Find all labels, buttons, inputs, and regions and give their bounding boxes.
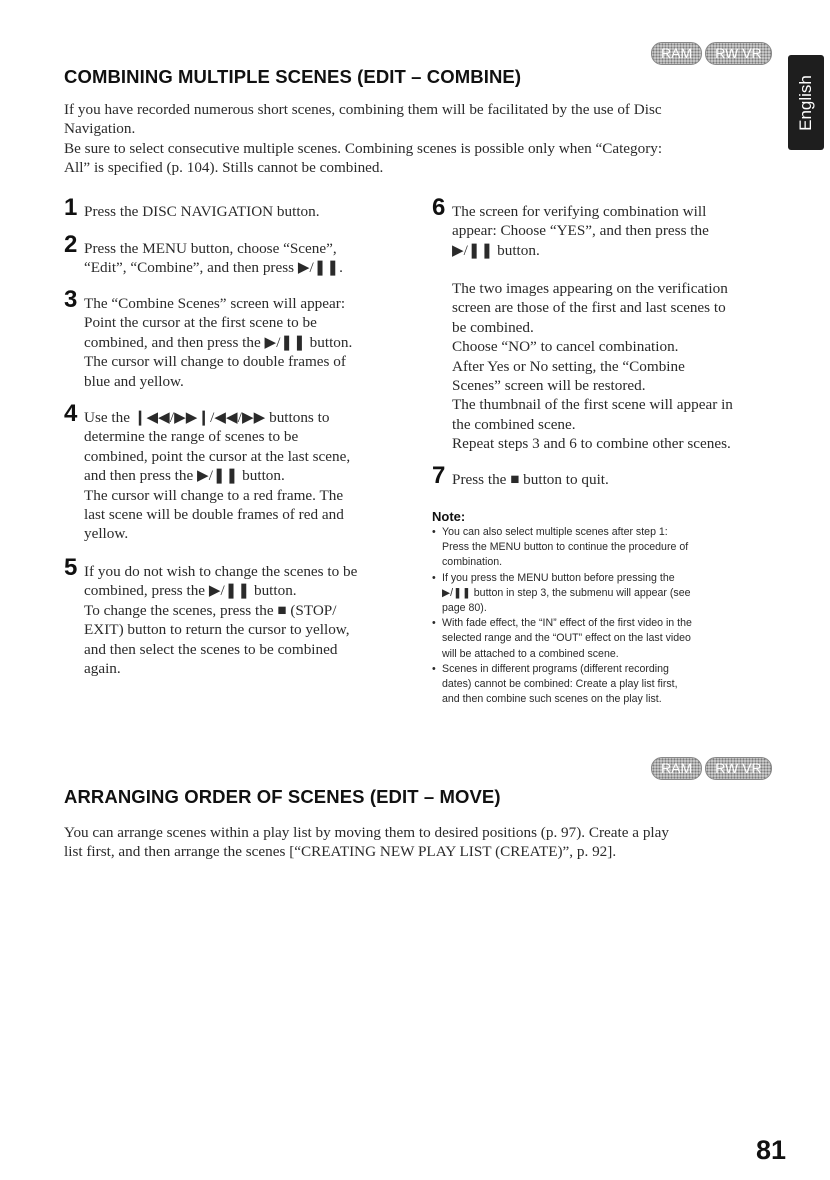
intro-line: You can arrange scenes within a play list by moving them to desired positions (p. 97). Create a play xyxy=(64,824,669,841)
step-number: 7 xyxy=(432,462,446,489)
step-line: The screen for verifying combination will xyxy=(452,203,707,220)
note-item xyxy=(432,525,792,571)
step-line: combined, press the ▶/❚❚ button. xyxy=(84,582,297,600)
step-line: After Yes or No setting, the “Combine xyxy=(452,357,685,375)
step-line: “Edit”, “Combine”, and then press ▶/❚❚. xyxy=(84,259,343,277)
intro-line: All” is specified (p. 104). Stills cannot be combined. xyxy=(64,159,384,177)
note-item xyxy=(432,662,792,708)
step-line: EXIT) button to return the cursor to yellow, xyxy=(84,621,350,639)
step-text xyxy=(84,202,320,221)
step-line: combined, point the cursor at the last scene, xyxy=(84,447,351,465)
intro-line: Be sure to select consecutive multiple scenes. Combining scenes is possible only when “Category: xyxy=(64,139,663,157)
note-item xyxy=(432,616,792,662)
step-line: Point the cursor at the first scene to be xyxy=(84,314,317,332)
note-line: • If you press the MENU button before pressing the xyxy=(442,571,675,584)
step-text xyxy=(84,562,357,678)
page-number: 81 xyxy=(756,1135,787,1165)
step-text xyxy=(452,202,709,260)
step-line: Press the ■ button to quit. xyxy=(452,471,609,488)
badge-ram: RAM xyxy=(651,42,702,65)
note-line: Press the MENU button to continue the procedure of xyxy=(442,541,689,554)
step-line: last scene will be double frames of red and xyxy=(84,506,344,524)
note-line: selected range and the “OUT” effect on the last video xyxy=(442,632,691,645)
note-line: dates) cannot be combined: Create a play list first, xyxy=(442,678,678,691)
note-line: • You can also select multiple scenes after step 1: xyxy=(442,526,668,538)
language-tab-label: English xyxy=(796,74,815,131)
step-line: and then select the scenes to be combined xyxy=(84,640,338,658)
step-line: yellow. xyxy=(84,525,129,543)
step-text xyxy=(84,294,352,391)
disc-type-badges-2 xyxy=(651,757,772,780)
note-item xyxy=(432,571,792,617)
step-number: 4 xyxy=(64,400,78,427)
step-number: 2 xyxy=(64,231,78,258)
step-line: Repeat steps 3 and 6 to combine other scenes. xyxy=(452,435,731,453)
section-intro-combine xyxy=(64,100,774,178)
step-number: 1 xyxy=(64,194,78,221)
note-line: • Scenes in different programs (different recording xyxy=(442,662,669,675)
note-line: combination. xyxy=(442,556,503,569)
language-tab xyxy=(788,55,824,150)
badge-rw-vr: RW VR xyxy=(705,42,771,65)
step-line: The thumbnail of the first scene will appear in xyxy=(452,396,733,414)
step-line: Choose “NO” to cancel combination. xyxy=(452,338,679,356)
section-title-combine: COMBINING MULTIPLE SCENES (EDIT – COMBINE) xyxy=(64,66,522,87)
step-line: screen are those of the first and last scenes to xyxy=(452,299,726,317)
step-6-details xyxy=(452,279,797,454)
note-line: will be attached to a combined scene. xyxy=(442,647,619,660)
step-text xyxy=(452,470,609,489)
section-title-move: ARRANGING ORDER OF SCENES (EDIT – MOVE) xyxy=(64,786,501,807)
step-line: determine the range of scenes to be xyxy=(84,428,299,446)
step-text xyxy=(84,408,350,544)
step-line: blue and yellow. xyxy=(84,372,184,390)
step-line: Press the DISC NAVIGATION button. xyxy=(84,203,320,220)
disc-type-badges xyxy=(651,42,772,65)
badge-rw-vr: RW VR xyxy=(705,757,771,780)
note-line: • With fade effect, the “IN” effect of the first video in the xyxy=(442,617,692,630)
intro-line: Navigation. xyxy=(64,120,136,138)
step-line: The “Combine Scenes” screen will appear: xyxy=(84,295,346,312)
intro-line: list first, and then arrange the scenes [“CREATING NEW PLAY LIST (CREATE)”, p. 92]. xyxy=(64,843,617,861)
note-line: and then combine such scenes on the play list. xyxy=(442,693,662,706)
step-line: Scenes” screen will be restored. xyxy=(452,377,646,395)
badge-ram: RAM xyxy=(651,757,702,780)
step-line: The cursor will change to double frames of xyxy=(84,353,346,371)
note-line: page 80). xyxy=(442,602,487,615)
step-line: Press the MENU button, choose “Scene”, xyxy=(84,240,337,257)
step-line: The two images appearing on the verification xyxy=(452,280,728,297)
note-line: ▶/❚❚ button in step 3, the submenu will appear (see xyxy=(442,586,691,599)
step-number: 5 xyxy=(64,554,78,581)
step-line: The cursor will change to a red frame. The xyxy=(84,486,344,504)
step-line: combined, and then press the ▶/❚❚ button. xyxy=(84,333,353,351)
note-list xyxy=(432,525,792,707)
step-line: the combined scene. xyxy=(452,415,576,433)
step-text xyxy=(84,239,343,278)
step-line: be combined. xyxy=(452,318,534,336)
step-line: To change the scenes, press the ■ (STOP/ xyxy=(84,601,337,619)
step-line: again. xyxy=(84,660,121,678)
note-heading: Note: xyxy=(432,509,466,524)
intro-line: If you have recorded numerous short scenes, combining them will be facilitated by the use of Disc xyxy=(64,101,662,118)
step-line: and then press the ▶/❚❚ button. xyxy=(84,467,285,485)
step-number: 3 xyxy=(64,286,78,313)
step-line: appear: Choose “YES”, and then press the xyxy=(452,222,709,240)
step-line: ▶/❚❚ button. xyxy=(452,241,540,259)
step-line: If you do not wish to change the scenes to be xyxy=(84,563,358,580)
step-line: Use the ❙◀◀/▶▶❙/◀◀/▶▶ buttons to xyxy=(84,409,330,426)
step-number: 6 xyxy=(432,194,446,221)
section-intro-move xyxy=(64,823,784,862)
